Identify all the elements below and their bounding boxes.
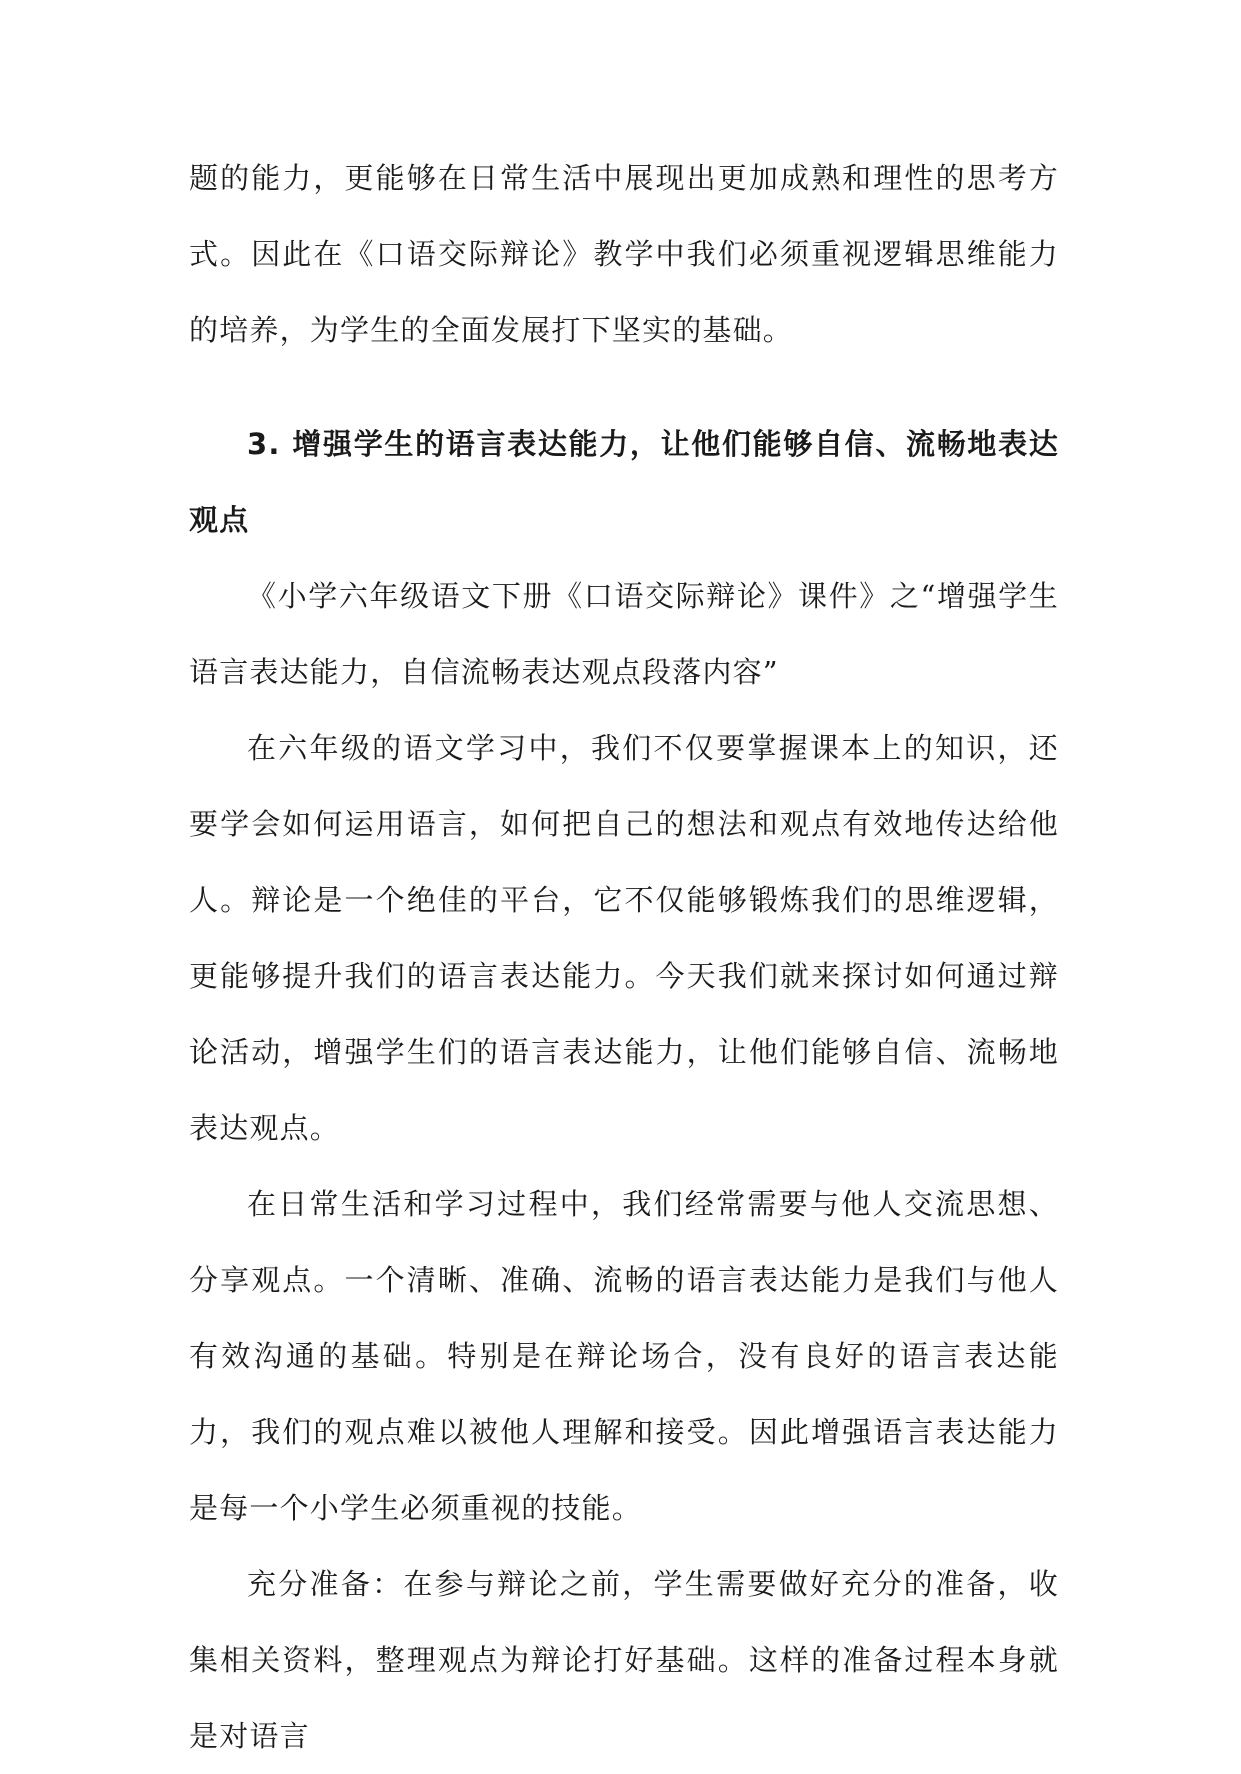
paragraph-preparation: 充分准备：在参与辩论之前，学生需要做好充分的准备，收集相关资料，整理观点为辩论打好基础。这样的准备过程本身就是对语言 [189,1567,1059,1753]
paragraph-quote-title: 《小学六年级语文下册《口语交际辩论》课件》之“增强学生语言表达能力，自信流畅表达观点段落内容” [189,579,1059,689]
section-heading: 3. 增强学生的语言表达能力，让他们能够自信、流畅地表达观点 [189,427,1059,537]
paragraph-continuation: 题的能力，更能够在日常生活中展现出更加成熟和理性的思考方式。因此在《口语交际辩论》教学中我们必须重视逻辑思维能力的培养，为学生的全面发展打下坚实的基础。 [189,161,1059,347]
paragraph-importance: 在日常生活和学习过程中，我们经常需要与他人交流思想、分享观点。一个清晰、准确、流畅的语言表达能力是我们与他人有效沟通的基础。特别是在辩论场合，没有良好的语言表达能力，我们的观点难以被他人理解和接受。因此增强语言表达能力是每一个小学生必须重视的技能。 [189,1187,1059,1525]
paragraph-intro: 在六年级的语文学习中，我们不仅要掌握课本上的知识，还要学会如何运用语言，如何把自己的想法和观点有效地传达给他人。辩论是一个绝佳的平台，它不仅能够锻炼我们的思维逻辑，更能够提升我们的语言表达能力。今天我们就来探讨如何通过辩论活动，增强学生们的语言表达能力，让他们能够自信、流畅地表达观点。 [189,731,1059,1145]
document-body [189,140,1059,1774]
